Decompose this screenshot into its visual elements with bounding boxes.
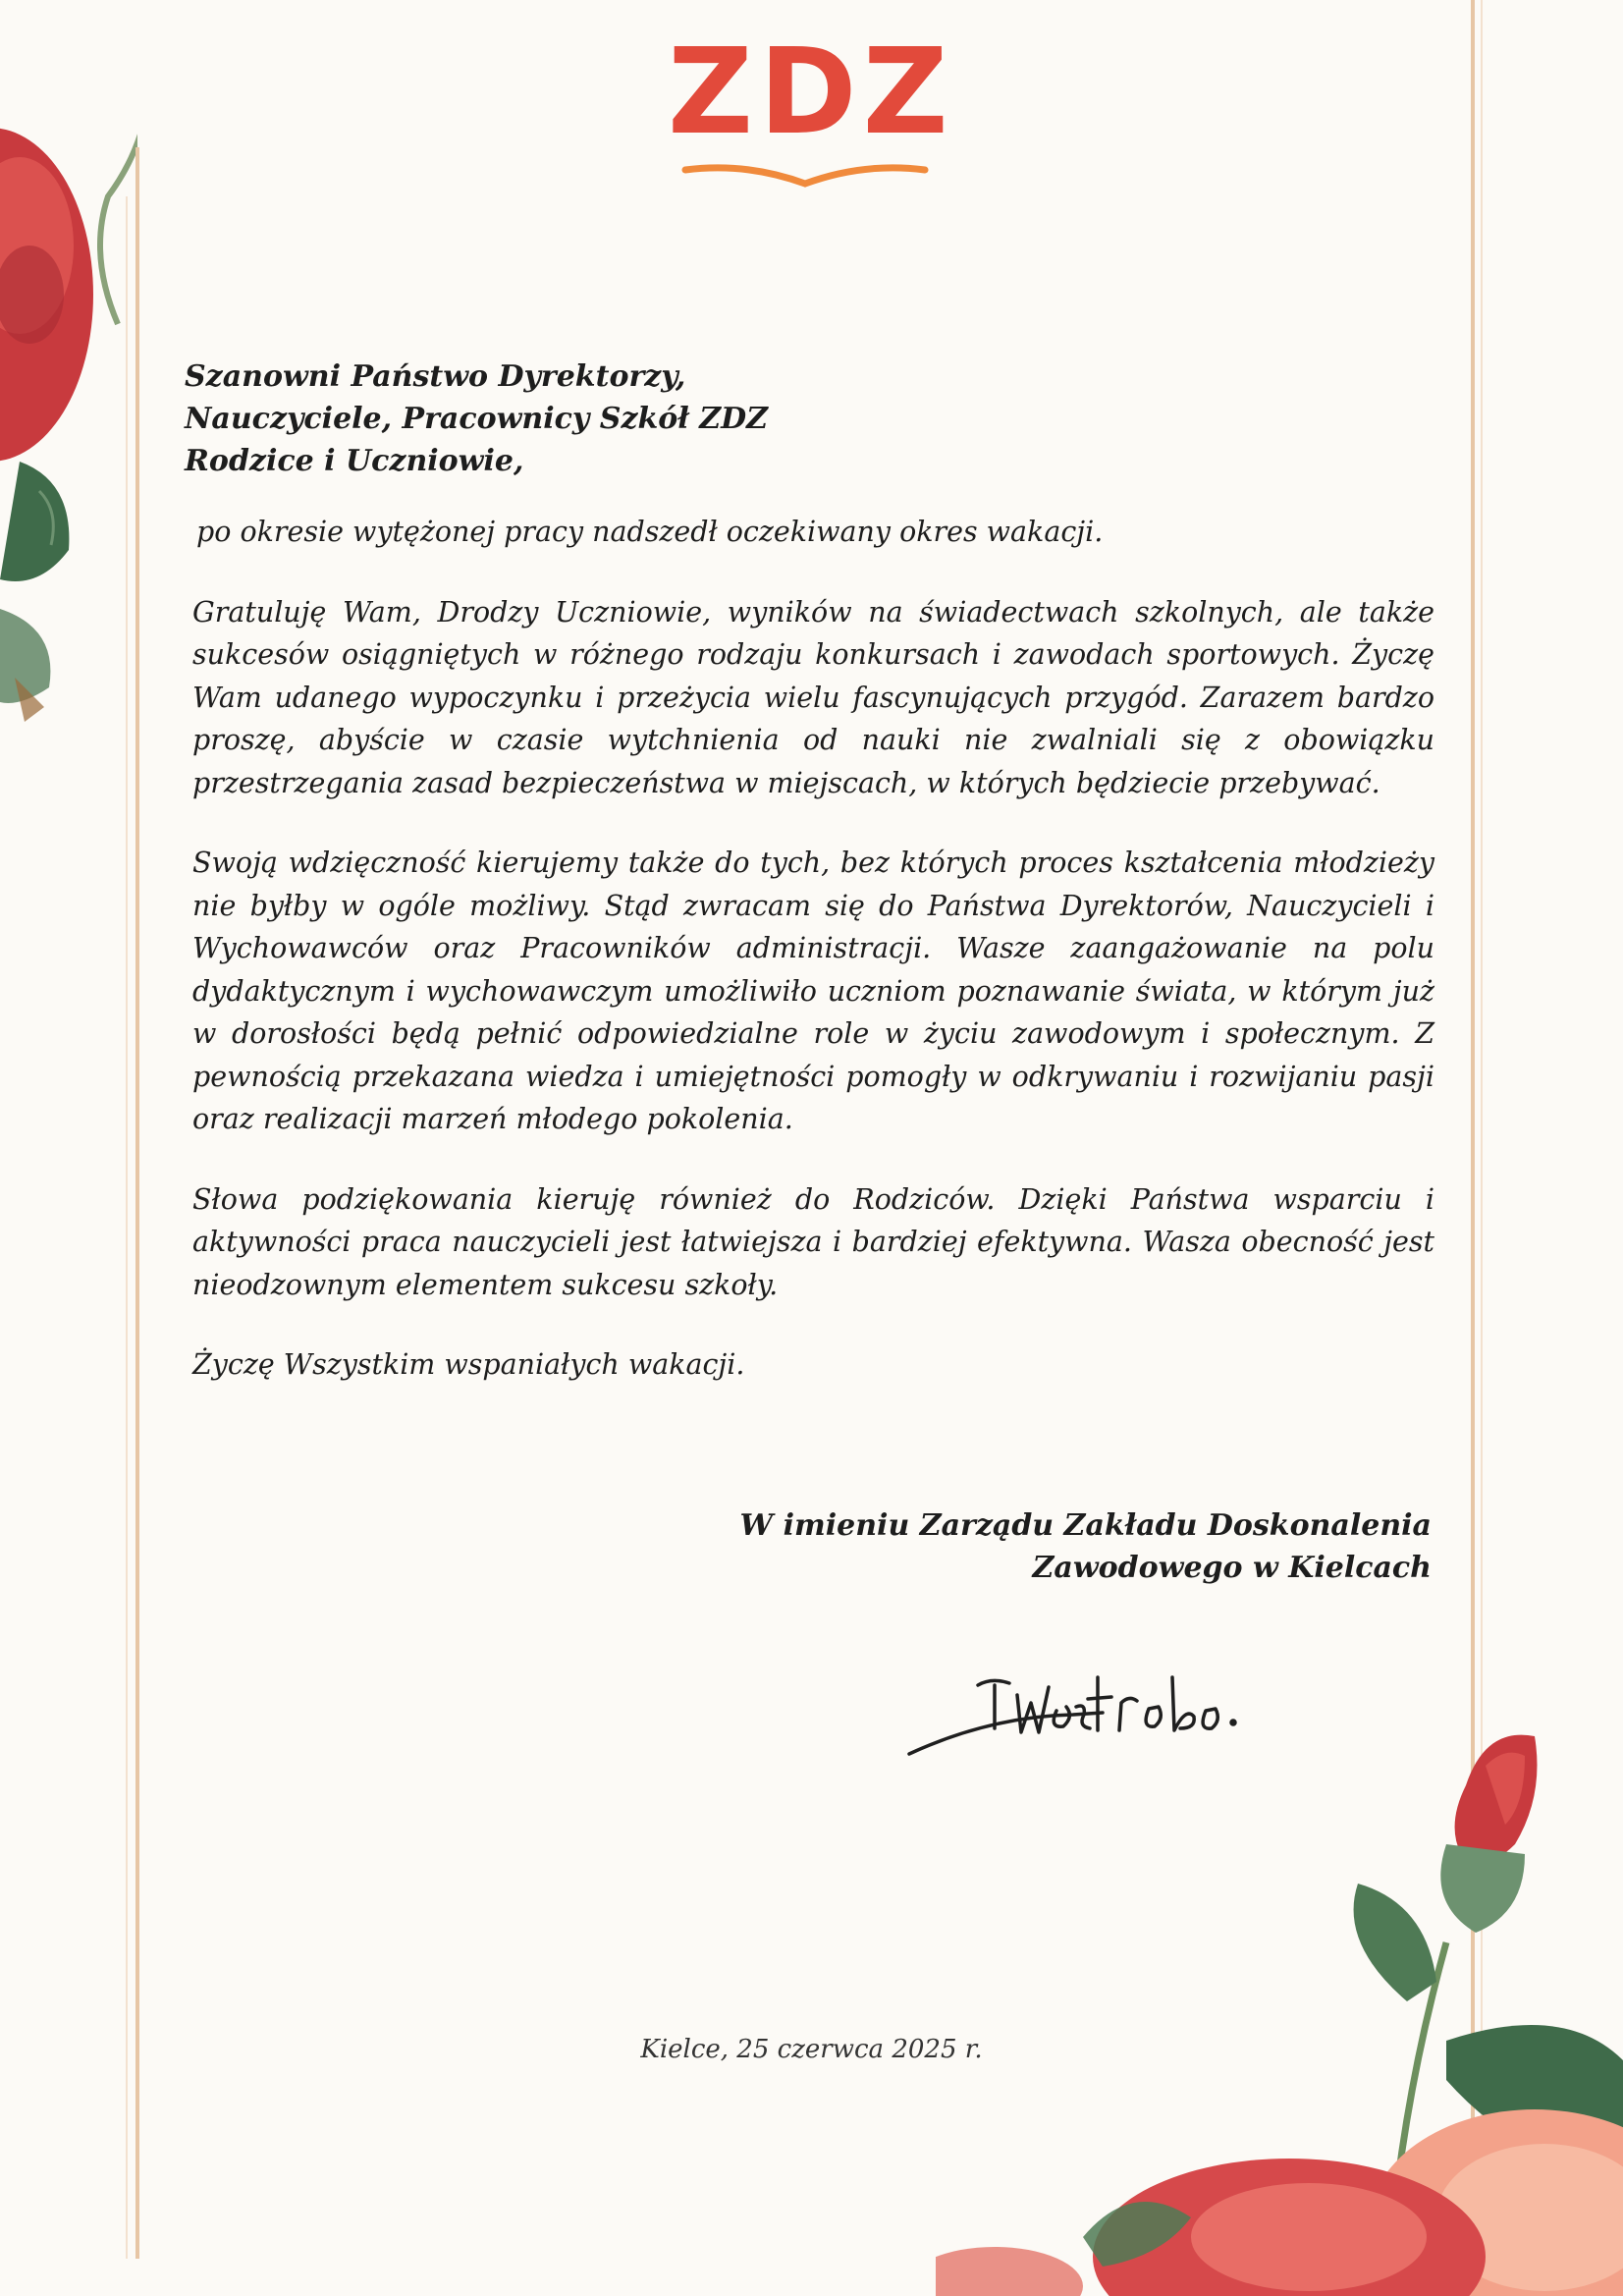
letter-body [192, 511, 1434, 1387]
sign-off-line: W imieniu Zarządu Zakładu Doskonalenia [739, 1508, 1432, 1543]
salutation-line: Nauczyciele, Pracownicy Szkół ZDZ [185, 402, 769, 436]
logo-text: ZDZ [668, 25, 954, 161]
paragraph-students: Gratuluję Wam, Drodzy Uczniowie, wyników na świadectwach szkolnych, ale także sukcesów osiągniętych w różnego rodzaju konkursach i zawodach sportowych. Życzę Wam udanego wypoczynku i przeżycia wielu fascynujących przygód. Zarazem bardzo proszę, abyście w czasie wytchnienia od nauki nie zwalniali się z obowiązku przestrzegania zasad bezpieczeństwa w miejscach, w których będziecie przebywać. [192, 595, 1434, 799]
sign-off-line: Zawodowego w Kielcach [1032, 1551, 1432, 1585]
open-book-icon [677, 162, 933, 190]
sign-off [739, 1504, 1432, 1589]
salutation-line: Rodzice i Uczniowie, [185, 444, 524, 478]
zdz-logo [668, 25, 954, 191]
rose-decoration-left [0, 0, 137, 903]
paragraph-intro: po okresie wytężonej pracy nadszedł oczekiwany okres wakacji. [196, 516, 1104, 548]
paragraph-parents: Słowa podziękowania kieruję również do Rodziców. Dzięki Państwa wsparciu i aktywności praca nauczycieli jest łatwiejsza i bardziej efektywna. Wasza obecność jest nieodzownym elementem sukcesu szkoły. [192, 1182, 1434, 1301]
left-border-line [135, 147, 139, 2259]
salutation-line: Szanowni Państwo Dyrektorzy, [185, 359, 686, 394]
paragraph-staff: Swoją wdzięczność kierujemy także do tych, bez których proces kształcenia młodzieży nie byłby w ogóle możliwy. Stąd zwracam się do Państwa Dyrektorów, Nauczycieli i Wychowawców oraz Pracowników administracji. Wasze zaangażowanie na polu dydaktycznym i wychowawczym umożliwiło uczniom poznawanie świata, w którym już w dorosłości będą pełnić odpowiedzialne role w życiu zawodowym i społecznym. Z pewnością przekazana wiedza i umiejętności pomogły w odkrywaniu i rozwijaniu pasji oraz realizacji marzeń młodego pokolenia. [192, 847, 1434, 1135]
paragraph-wishes: Życzę Wszystkim wspaniałych wakacji. [192, 1348, 745, 1381]
salutation [185, 355, 768, 482]
letter-date: Kielce, 25 czerwca 2025 r. [640, 2035, 983, 2064]
left-border-line-thin [126, 196, 128, 2259]
rose-decoration-right [936, 1707, 1623, 2296]
